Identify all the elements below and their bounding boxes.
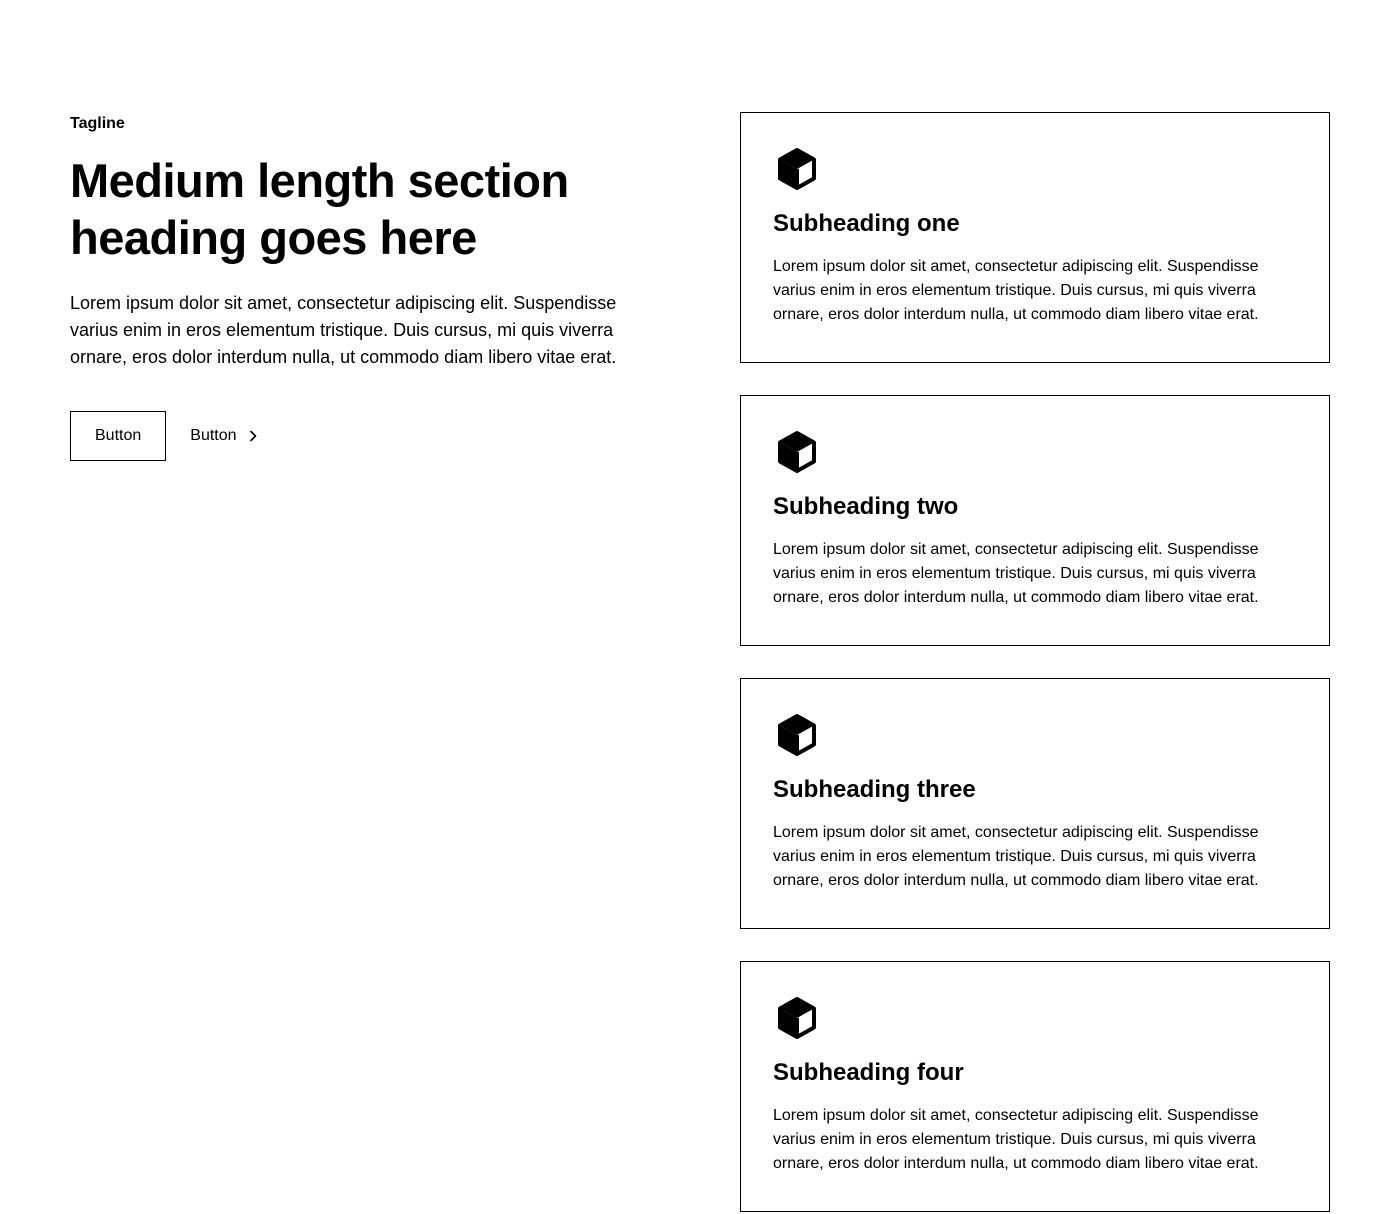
card-title: Subheading one [773, 210, 960, 237]
feature-card [740, 678, 1330, 929]
card-title: Subheading three [773, 776, 976, 803]
card-text: Lorem ipsum dolor sit amet, consectetur adipiscing elit. Suspendisse varius enim in eros elementum tristique. Duis cursus, mi quis viverra ornare, eros dolor interdum nulla, ut commodo diam libero vitae erat. [773, 258, 1259, 323]
cube-icon [773, 711, 821, 759]
cube-icon [773, 994, 821, 1042]
section-description: Lorem ipsum dolor sit amet, consectetur adipiscing elit. Suspendisse varius enim in eros elementum tristique. Duis cursus, mi quis viverra ornare, eros dolor interdum nulla, ut commodo diam libero vitae erat. [70, 293, 617, 367]
primary-button[interactable] [70, 411, 166, 461]
primary-button-label: Button [95, 427, 142, 444]
cube-icon [773, 428, 821, 476]
card-title: Subheading two [773, 493, 959, 520]
feature-card [740, 112, 1330, 363]
tagline: Tagline [70, 115, 125, 132]
card-text: Lorem ipsum dolor sit amet, consectetur adipiscing elit. Suspendisse varius enim in eros elementum tristique. Duis cursus, mi quis viverra ornare, eros dolor interdum nulla, ut commodo diam libero vitae erat. [773, 824, 1259, 889]
cube-icon [773, 145, 821, 193]
feature-card-list [740, 112, 1330, 1214]
card-title: Subheading four [773, 1059, 964, 1086]
section-intro [70, 112, 660, 461]
section-actions [70, 411, 660, 461]
chevron-right-icon [245, 428, 261, 444]
card-text: Lorem ipsum dolor sit amet, consectetur adipiscing elit. Suspendisse varius enim in eros elementum tristique. Duis cursus, mi quis viverra ornare, eros dolor interdum nulla, ut commodo diam libero vitae erat. [773, 541, 1259, 606]
card-text: Lorem ipsum dolor sit amet, consectetur adipiscing elit. Suspendisse varius enim in eros elementum tristique. Duis cursus, mi quis viverra ornare, eros dolor interdum nulla, ut commodo diam libero vitae erat. [773, 1107, 1259, 1172]
feature-card [740, 395, 1330, 646]
feature-card [740, 961, 1330, 1212]
secondary-link-button[interactable] [190, 411, 260, 461]
section-heading: Medium length section heading goes here [70, 154, 569, 264]
secondary-button-label: Button [190, 427, 237, 444]
